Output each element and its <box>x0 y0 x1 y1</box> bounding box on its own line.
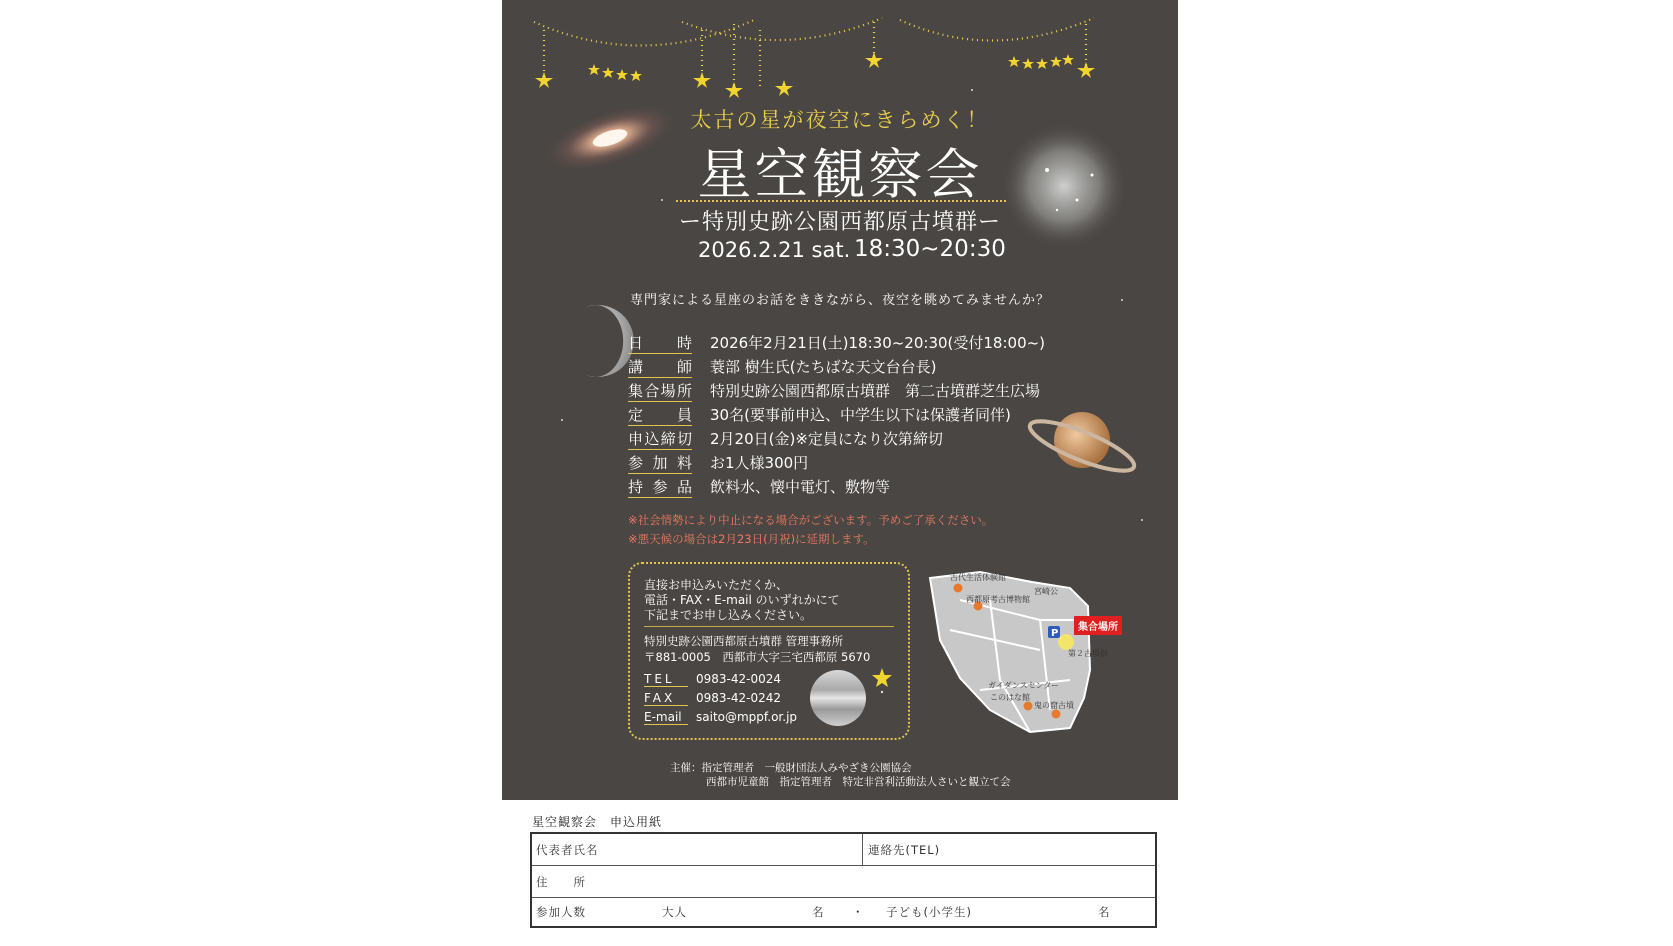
info-row-datetime <box>628 332 1045 354</box>
adults-unit: 名 <box>812 905 825 919</box>
info-value: 2026年2月21日(土)18:30~20:30(受付18:00~) <box>710 334 1046 352</box>
info-row-deadline <box>628 428 943 450</box>
flyer <box>502 0 1178 946</box>
info-label: 定 員 <box>628 406 692 424</box>
email-label: E-mail <box>644 710 688 725</box>
meeting-place-badge: 集合場所 <box>1074 616 1122 635</box>
form-divider <box>862 834 863 866</box>
info-row-lecturer <box>628 356 936 378</box>
notice-cancel: ※社会情勢により中止になる場合がございます。予めご了承ください。 <box>628 513 994 527</box>
adults-label: 大人 <box>662 905 687 919</box>
event-date: 2026.2.21 sat. <box>698 238 851 262</box>
meeting-point-marker <box>1058 634 1074 650</box>
info-label: 集合場所 <box>628 382 692 400</box>
map-label-museum: 西都原考古博物館 <box>966 595 1030 604</box>
separator-dot: ・ <box>852 905 865 919</box>
organizer-line-2: 西都市児童館 指定管理者 特定非営利活動法人さいと観立て会 <box>706 776 1011 788</box>
contact-divider <box>644 626 894 627</box>
info-label: 講 師 <box>628 358 692 376</box>
rep-name-label: 代表者氏名 <box>536 843 599 857</box>
participants-label: 参加人数 <box>536 905 586 919</box>
info-label: 参加料 <box>628 454 692 472</box>
info-row-capacity <box>628 404 1011 426</box>
parking-label: P <box>1051 628 1059 639</box>
form-row-name <box>532 834 1155 866</box>
info-value: お1人様300円 <box>710 454 809 472</box>
string-lights-decoration <box>534 18 1094 86</box>
info-value: 2月20日(金)※定員になり次第締切 <box>710 430 943 448</box>
event-time: 18:30~20:30 <box>854 236 1006 262</box>
info-row-items <box>628 476 890 498</box>
info-label: 持参品 <box>628 478 692 496</box>
address-label: 住 所 <box>536 875 586 889</box>
notice-weather: ※悪天候の場合は2月23日(月祝)に延期します。 <box>628 532 875 546</box>
map-label-oni: 鬼の窟古墳 <box>1034 701 1074 710</box>
map-label-second: 第２古墳群 <box>1068 649 1108 658</box>
form-title: 星空観察会 申込用紙 <box>532 815 663 829</box>
info-value: 飲料水、懐中電灯、敷物等 <box>710 478 891 496</box>
email-row <box>644 710 797 725</box>
info-row-fee <box>628 452 808 474</box>
title-underline <box>676 200 1006 202</box>
info-value: 蓑部 樹生氏(たちばな天文台台長) <box>710 358 937 376</box>
tagline: 太古の星が夜空にきらめく！ <box>690 108 990 132</box>
email-address[interactable]: saito@mppf.or.jp <box>696 710 798 724</box>
map-label-kodai: 古代生活体験館 <box>950 573 1006 582</box>
subtitle: ー特別史跡公園西都原古墳群ー <box>678 210 1001 235</box>
page-title: 星空観察会 <box>697 143 983 206</box>
info-value: 特別史跡公園西都原古墳群 第二古墳群芝生広場 <box>710 382 1041 400</box>
contact-tel-label: 連絡先(TEL) <box>868 843 941 857</box>
fax-label: FAX <box>644 691 688 706</box>
children-unit: 名 <box>1098 905 1111 919</box>
info-value: 30名(要事前申込、中学生以下は保護者同伴) <box>710 406 1011 424</box>
info-row-meeting-place <box>628 380 1040 402</box>
fax-row <box>644 691 781 706</box>
fax-number: 0983-42-0242 <box>696 691 782 705</box>
children-label: 子ども(小学生) <box>886 905 972 919</box>
office-address: 〒881-0005 西都市大字三宅西都原 5670 <box>644 650 871 664</box>
map-label-east: 宮崎公 <box>1034 587 1058 596</box>
location-map <box>920 560 1150 740</box>
organizer-line-1: 主催：指定管理者 一般財団法人みやざき公園協会 <box>670 762 912 774</box>
tel-row <box>644 672 781 687</box>
contact-lead-2: 電話・FAX・E-mail のいずれかにて <box>644 593 840 607</box>
application-form <box>530 832 1157 928</box>
intro-text: 専門家による星座のお話をききながら、夜空を眺めてみませんか？ <box>629 293 1050 308</box>
form-row-participants[interactable] <box>532 898 1155 926</box>
form-row-address[interactable] <box>532 866 1155 898</box>
map-label-konohana: このはな館 <box>990 693 1030 702</box>
info-label: 日 時 <box>628 334 692 352</box>
info-label: 申込締切 <box>628 430 692 448</box>
map-label-guidance: ガイダンスセンター <box>988 681 1060 690</box>
moon-image <box>586 305 634 377</box>
contact-lead-1: 直接お申込みいただくか、 <box>644 578 789 592</box>
office-name: 特別史跡公園西都原古墳群 管理事務所 <box>644 634 844 648</box>
contact-box <box>628 562 910 740</box>
tel-label: TEL <box>644 672 688 687</box>
saturn-image <box>1025 412 1139 480</box>
poster-dark-panel <box>502 0 1178 800</box>
tel-number[interactable]: 0983-42-0024 <box>696 672 782 686</box>
contact-lead-3: 下記までお申し込みください。 <box>644 608 813 622</box>
